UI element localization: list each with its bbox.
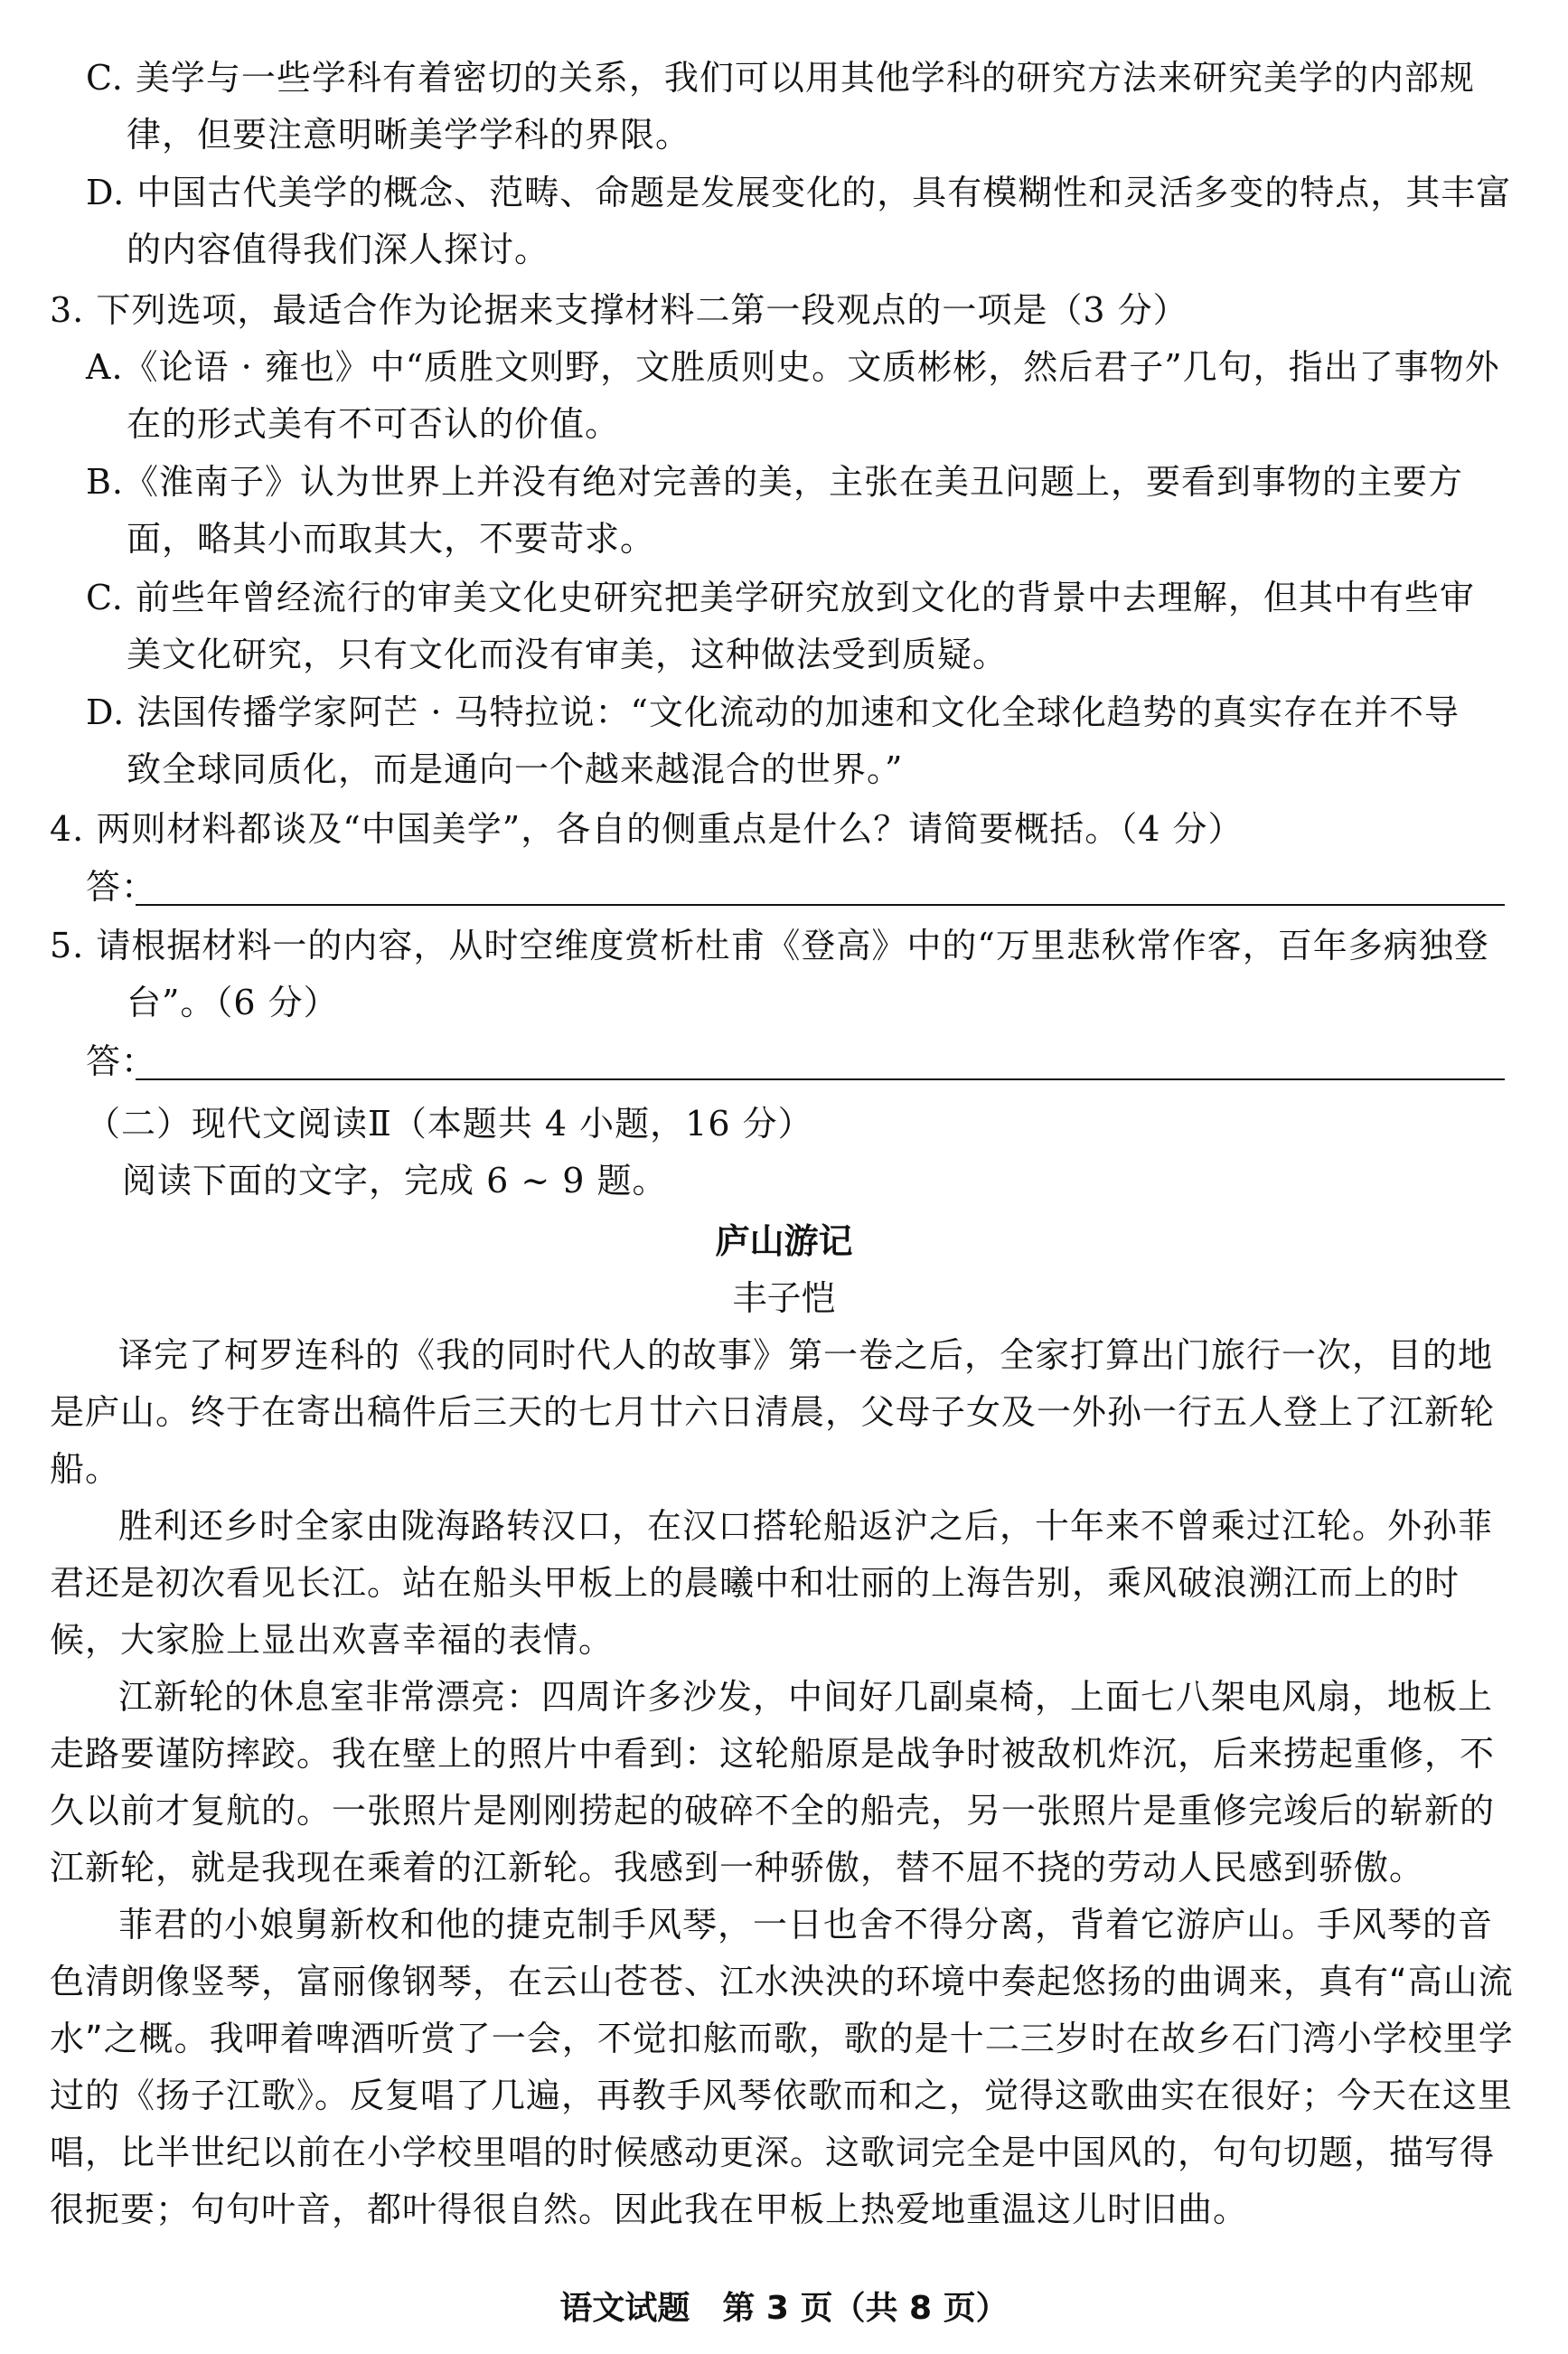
q5-stem-line1: 5. 请根据材料一的内容，从时空维度赏析杜甫《登高》中的“万里悲秋常作客，百年多病独登 — [50, 926, 1489, 965]
article-paragraph: 菲君的小娘舅新枚和他的捷克制手风琴，一日也舍不得分离，背着它游庐山。手风琴的音色清朗像竖琴，富丽像钢琴，在云山苍苍、江水泱泱的环境中奏起悠扬的曲调来，真有“高山流水”之概。我呷着啤酒听赏了一会，不觉扣舷而歌，歌的是十二三岁时在故乡石门湾小学校里学过的《扬子江歌》。反复唱了几遍，再教手风琴依歌而和之，觉得这歌曲实在很好；今天在这里唱，比半世纪以前在小学校里唱的时候感动更深。这歌词完全是中国风的，句句切题，描写得很扼要；句句叶音，都叶得很自然。因此我在甲板上热爱地重温这儿时旧曲。 — [50, 1905, 1514, 2229]
q4-answer-line[interactable] — [136, 904, 1505, 906]
q2-option-c-line2: 律，但要注意明晰美学学科的界限。 — [127, 115, 691, 155]
q2-option-c-line1: C. 美学与一些学科有着密切的关系，我们可以用其他学科的研究方法来研究美学的内部规 — [86, 58, 1475, 98]
article-paragraph: 江新轮的休息室非常漂亮：四周许多沙发，中间好几副桌椅，上面七八架电风扇，地板上走路要谨防摔跤。我在壁上的照片中看到：这轮船原是战争时被敌机炸沉，后来捞起重修，不久以前才复航的。一张照片是刚刚捞起的破碎不全的船壳，另一张照片是重修完竣后的崭新的江新轮，就是我现在乘着的江新轮。我感到一种骄傲，替不屈不挠的劳动人民感到骄傲。 — [50, 1677, 1496, 1888]
article-paragraph: 译完了柯罗连科的《我的同时代人的故事》第一卷之后，全家打算出门旅行一次，目的地是庐山。终于在寄出稿件后三天的七月廿六日清晨，父母子女及一外孙一行五人登上了江新轮船。 — [50, 1335, 1496, 1489]
q2-option-d-line2: 的内容值得我们深人探讨。 — [127, 230, 550, 269]
article-body — [50, 1327, 1518, 2238]
q3-stem: 3. 下列选项，最适合作为论据来支撑材料二第一段观点的一项是（3 分） — [50, 290, 1188, 330]
article-title: 庐山游记 — [715, 1221, 853, 1261]
page-footer: 语文试题 第 3 页（共 8 页） — [559, 2290, 1009, 2327]
q3-option-d-line1: D. 法国传播学家阿芒 · 马特拉说：“文化流动的加速和文化全球化趋势的真实存在并不导 — [86, 692, 1460, 732]
q4-stem: 4. 两则材料都谈及“中国美学”，各自的侧重点是什么？请简要概括。（4 分） — [50, 809, 1244, 849]
q3-option-d-line2: 致全球同质化，而是通向一个越来越混合的世界。” — [127, 749, 904, 789]
q3-option-a-line2: 在的形式美有不可否认的价值。 — [127, 404, 621, 444]
article-author: 丰子恺 — [732, 1278, 836, 1318]
section-instruction: 阅读下面的文字，完成 6 ~ 9 题。 — [122, 1161, 668, 1201]
q5-answer-label: 答： — [86, 1041, 157, 1081]
section-heading: （二）现代文阅读Ⅱ（本题共 4 小题，16 分） — [86, 1104, 813, 1144]
q5-stem-line2: 台”。（6 分） — [127, 983, 339, 1022]
q5-answer-line[interactable] — [136, 1078, 1505, 1080]
q3-option-b-line1: B.《淮南子》认为世界上并没有绝对完善的美，主张在美丑问题上，要看到事物的主要方 — [86, 462, 1464, 502]
q3-option-c-line2: 美文化研究，只有文化而没有审美，这种做法受到质疑。 — [127, 635, 1009, 674]
q3-option-c-line1: C. 前些年曾经流行的审美文化史研究把美学研究放到文化的背景中去理解，但其中有些审 — [86, 578, 1475, 617]
q2-option-d-line1: D. 中国古代美学的概念、范畴、命题是发展变化的，具有模糊性和灵活多变的特点，其丰富 — [86, 173, 1512, 212]
q4-answer-label: 答： — [86, 867, 157, 907]
q3-option-b-line2: 面，略其小而取其大，不要苛求。 — [127, 519, 656, 559]
article-paragraph: 胜利还乡时全家由陇海路转汉口，在汉口搭轮船返沪之后，十年来不曾乘过江轮。外孙菲君还是初次看见长江。站在船头甲板上的晨曦中和壮丽的上海告别，乘风破浪溯江而上的时候，大家脸上显出欢喜幸福的表情。 — [50, 1506, 1494, 1660]
q3-option-a-line1: A.《论语 · 雍也》中“质胜文则野，文胜质则史。文质彬彬，然后君子”几句，指出了事物外 — [86, 347, 1500, 387]
